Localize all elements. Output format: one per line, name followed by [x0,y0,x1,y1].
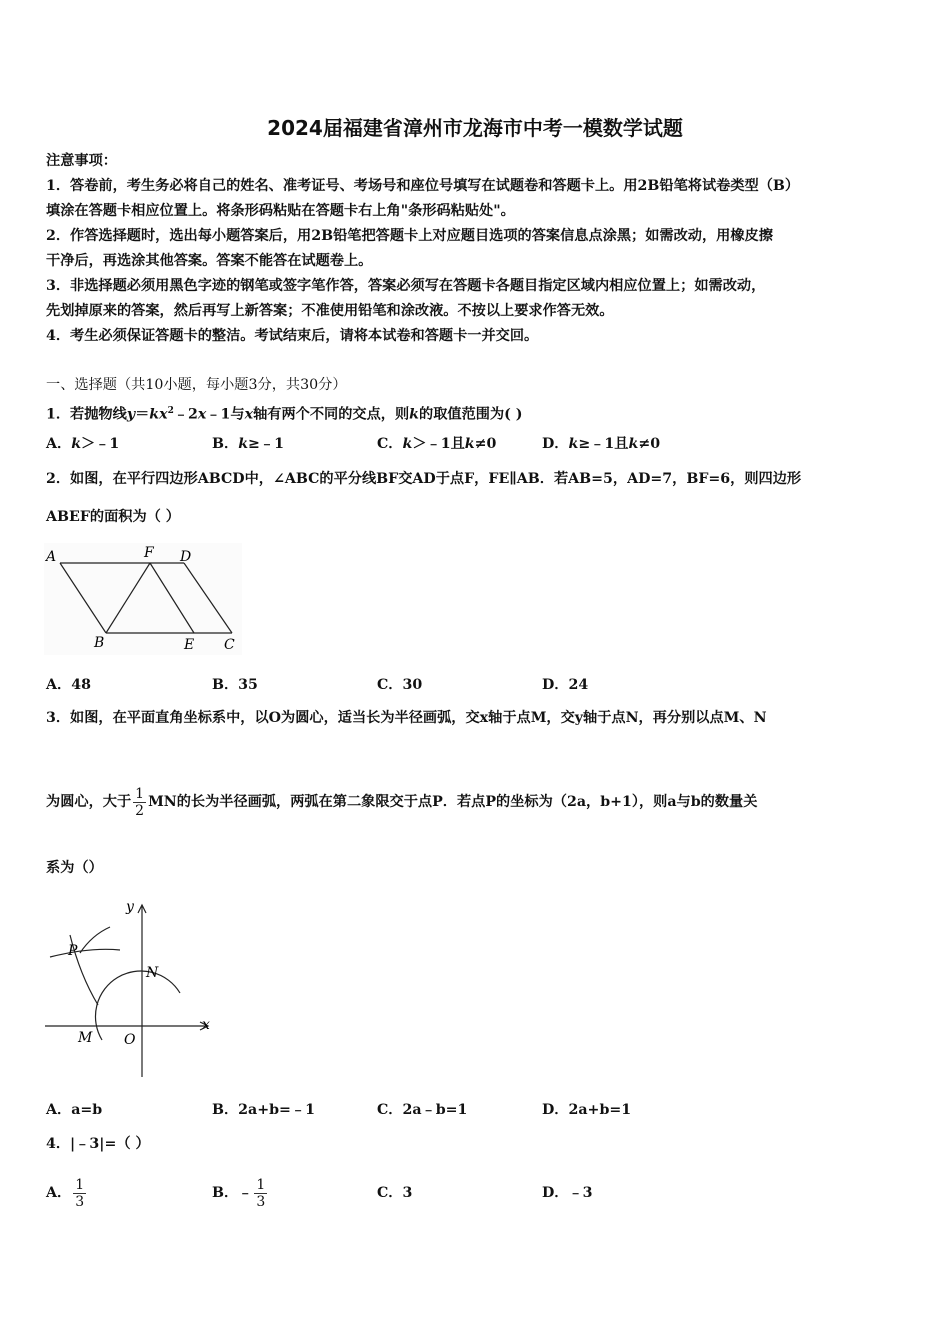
question-3-stem: 3．如图，在平面直角坐标系中，以O为圆心，适当长为半径画弧，交x轴于点M，交y轴于点N，再分别以点M、N [46,710,767,726]
q2-option-b[interactable]: B．35 [212,677,258,693]
label-b: B [94,635,105,651]
label-d: D [180,549,192,565]
q2-parallelogram-figure [44,543,242,655]
label-c: C [224,637,235,653]
notice-heading: 注意事项： [46,153,117,169]
q3-option-b[interactable]: B．2a+b=﹣1 [212,1102,315,1118]
q1-option-a[interactable]: A．k＞﹣1 [46,436,120,452]
notice-line: 2．作答选择题时，选出每小题答案后，用2B铅笔把答题卡上对应题目选项的答案信息点涂黑；如需改动，用橡皮擦 [46,228,773,244]
question-3-stem-cont: 为圆心，大于 $\frac{1}{2}$ MN的长为半径画弧，两弧在第二象限交于点P．若点P的坐标为（2a，b+1），则a与b的数量关 [46,785,758,819]
notice-line: 填涂在答题卡相应位置上。将条形码粘贴在答题卡右上角"条形码粘贴处"。 [46,203,515,219]
notice-line: 1．答卷前，考生务必将自己的姓名、准考证号、考场号和座位号填写在试题卷和答题卡上。用2B铅笔将试卷类型（B） [46,178,800,194]
notice-line: 3．非选择题必须用黑色字迹的钢笔或签字笔作答，答案必须写在答题卡各题目指定区域内相应位置上；如需改动， [46,278,766,294]
q3-coordinate-figure [40,895,220,1080]
notice-line: 干净后，再选涂其他答案。答案不能答在试题卷上。 [46,253,373,269]
arc-centered-o [95,971,180,1040]
label-a: A [46,549,57,565]
fraction-one-half: $\frac{1}{2}$ [135,785,145,819]
question-4-stem: 4．|﹣3|=（ ） [46,1136,150,1152]
question-1-stem: 1．若抛物线$y=kx^2﹣2x﹣1$与x轴有两个不同的交点，则k的取值范围为( ) [46,406,523,423]
notice-line: 4．考生必须保证答题卡的整洁。考试结束后，请将本试卷和答题卡一并交回。 [46,328,539,344]
label-x: x [202,1017,210,1033]
q3-option-a[interactable]: A．a=b [46,1102,103,1118]
label-p: P [68,943,78,959]
q3-option-c[interactable]: C．2a﹣b=1 [377,1102,468,1118]
label-o: O [124,1032,136,1048]
label-y: y [126,899,134,915]
question-2-stem: 2．如图，在平行四边形ABCD中，∠ABC的平分线BF交AD于点F，FE∥AB．若AB=5，AD=7，BF=6，则四边形 [46,471,802,487]
q2-option-a[interactable]: A．48 [46,677,91,693]
q4-option-c[interactable]: C．3 [377,1185,413,1201]
q4-option-b[interactable]: B．﹣ $\frac{1}{3}$ [212,1176,266,1210]
question-2-stem-cont: ABEF的面积为（ ） [46,509,180,525]
q2-option-d[interactable]: D．24 [542,677,589,693]
q1-option-d[interactable]: D．k≥﹣1且k≠0 [542,436,661,452]
label-m: M [78,1030,93,1046]
section-heading: 一、选择题（共10小题，每小题3分，共30分） [46,377,347,393]
label-f: F [144,545,154,561]
fraction-one-third: $\frac{1}{3}$ [256,1176,266,1210]
q3-option-d[interactable]: D．2a+b=1 [542,1102,632,1118]
notice-line: 先划掉原来的答案，然后再写上新答案；不准使用铅笔和涂改液。不按以上要求作答无效。 [46,303,614,319]
page-title: 2024届福建省漳州市龙海市中考一模数学试题 [267,116,683,140]
label-n: N [146,965,159,981]
q4-option-a[interactable]: A． $\frac{1}{3}$ [46,1176,85,1210]
label-e: E [184,637,195,653]
question-3-stem-end: 系为（） [46,860,103,876]
fraction-one-third: $\frac{1}{3}$ [75,1176,85,1210]
q1-option-c[interactable]: C．k＞﹣1且k≠0 [377,436,497,452]
q4-option-d[interactable]: D．﹣3 [542,1185,593,1201]
arc-from-n [50,949,120,957]
q2-option-c[interactable]: C．30 [377,677,423,693]
q1-option-b[interactable]: B．k≥﹣1 [212,436,284,452]
